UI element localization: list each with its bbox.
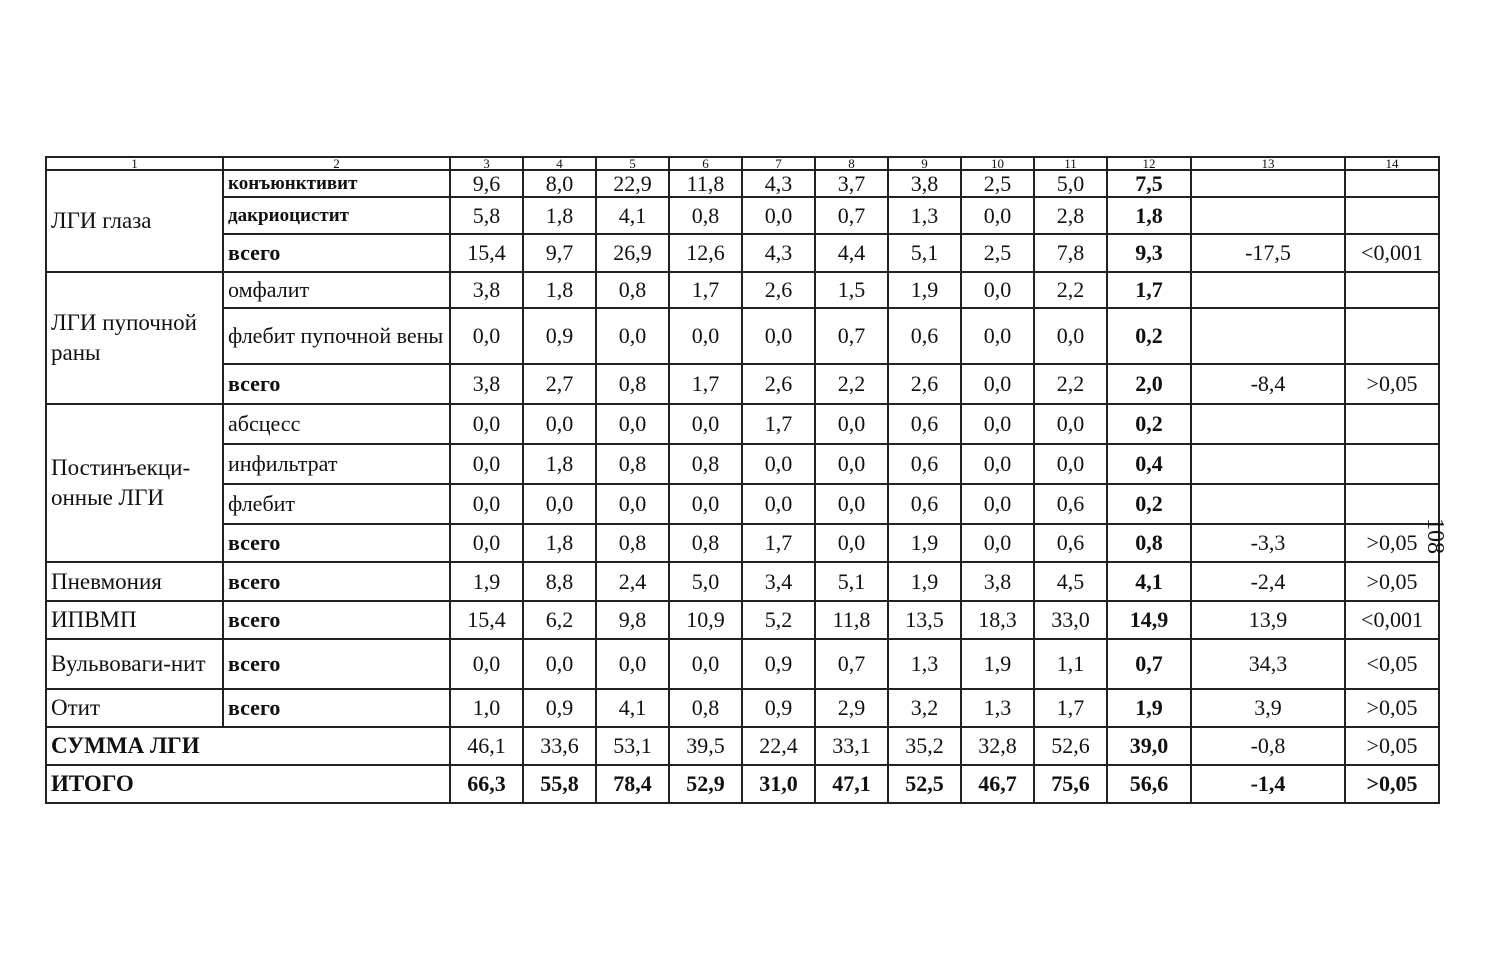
value-cell: 1,9 bbox=[450, 562, 523, 601]
value-cell: 1,3 bbox=[888, 639, 961, 689]
value-cell: 0,0 bbox=[596, 639, 669, 689]
value-cell: 0,8 bbox=[596, 364, 669, 404]
row-label: всего bbox=[223, 601, 450, 639]
value-cell: 0,2 bbox=[1107, 308, 1191, 364]
value-cell: 33,1 bbox=[815, 727, 888, 765]
value-cell: 2,0 bbox=[1107, 364, 1191, 404]
value-cell: 33,0 bbox=[1034, 601, 1107, 639]
value-cell: 0,7 bbox=[815, 308, 888, 364]
col-num: 7 bbox=[742, 157, 815, 170]
value-cell: 0,8 bbox=[1107, 524, 1191, 562]
value-cell: 0,0 bbox=[742, 197, 815, 234]
value-cell: 52,5 bbox=[888, 765, 961, 803]
value-cell: 1,8 bbox=[523, 272, 596, 308]
value-cell: 52,6 bbox=[1034, 727, 1107, 765]
value-cell: 3,8 bbox=[450, 364, 523, 404]
value-cell: 0,8 bbox=[669, 689, 742, 727]
value-cell: 15,4 bbox=[450, 601, 523, 639]
table-row bbox=[46, 364, 1439, 404]
value-cell: 4,3 bbox=[742, 170, 815, 197]
col-num: 11 bbox=[1034, 157, 1107, 170]
value-cell: 0,0 bbox=[450, 404, 523, 444]
value-cell: 0,0 bbox=[669, 308, 742, 364]
value-cell: 0,8 bbox=[669, 197, 742, 234]
value-cell bbox=[1191, 404, 1345, 444]
value-cell: 0,0 bbox=[742, 444, 815, 484]
value-cell: 0,7 bbox=[815, 639, 888, 689]
value-cell: 0,0 bbox=[669, 484, 742, 524]
value-cell: 32,8 bbox=[961, 727, 1034, 765]
value-cell: 0,0 bbox=[1034, 444, 1107, 484]
value-cell: 0,6 bbox=[888, 444, 961, 484]
value-cell: 4,1 bbox=[596, 689, 669, 727]
value-cell: 0,0 bbox=[669, 639, 742, 689]
value-cell: 1,1 bbox=[1034, 639, 1107, 689]
value-cell: -0,8 bbox=[1191, 727, 1345, 765]
value-cell: 9,6 bbox=[450, 170, 523, 197]
value-cell: 1,7 bbox=[742, 524, 815, 562]
value-cell: 53,1 bbox=[596, 727, 669, 765]
value-cell: 0,0 bbox=[450, 639, 523, 689]
value-cell: 26,9 bbox=[596, 234, 669, 272]
value-cell bbox=[1191, 170, 1345, 197]
value-cell: 2,7 bbox=[523, 364, 596, 404]
value-cell bbox=[1191, 444, 1345, 484]
value-cell: 0,7 bbox=[1107, 639, 1191, 689]
value-cell: 11,8 bbox=[815, 601, 888, 639]
value-cell: -1,4 bbox=[1191, 765, 1345, 803]
group-label: ЛГИ глаза bbox=[46, 170, 223, 272]
row-label: инфильтрат bbox=[223, 444, 450, 484]
table-row bbox=[46, 197, 1439, 234]
table-row bbox=[46, 765, 1439, 803]
value-cell: 1,8 bbox=[523, 524, 596, 562]
table-row bbox=[46, 727, 1439, 765]
value-cell: 1,9 bbox=[961, 639, 1034, 689]
value-cell: 39,0 bbox=[1107, 727, 1191, 765]
value-cell: <0,001 bbox=[1345, 601, 1439, 639]
col-num: 4 bbox=[523, 157, 596, 170]
table-row bbox=[46, 524, 1439, 562]
value-cell: 0,9 bbox=[523, 689, 596, 727]
table-row bbox=[46, 170, 1439, 197]
row-label: дакриоцистит bbox=[223, 197, 450, 234]
value-cell: 22,9 bbox=[596, 170, 669, 197]
value-cell: 1,8 bbox=[523, 197, 596, 234]
value-cell: 2,6 bbox=[742, 272, 815, 308]
value-cell: 1,7 bbox=[669, 364, 742, 404]
row-label: всего bbox=[223, 524, 450, 562]
col-num: 2 bbox=[223, 157, 450, 170]
value-cell: 0,0 bbox=[450, 484, 523, 524]
value-cell: 0,0 bbox=[961, 197, 1034, 234]
value-cell: 0,0 bbox=[742, 484, 815, 524]
value-cell: 1,3 bbox=[961, 689, 1034, 727]
value-cell: >0,05 bbox=[1345, 562, 1439, 601]
value-cell: 66,3 bbox=[450, 765, 523, 803]
value-cell bbox=[1345, 272, 1439, 308]
value-cell: 52,9 bbox=[669, 765, 742, 803]
value-cell: 4,3 bbox=[742, 234, 815, 272]
value-cell: 0,0 bbox=[1034, 308, 1107, 364]
value-cell: 18,3 bbox=[961, 601, 1034, 639]
value-cell: 2,2 bbox=[815, 364, 888, 404]
group-label: ИПВМП bbox=[46, 601, 223, 639]
value-cell bbox=[1345, 308, 1439, 364]
value-cell: 2,8 bbox=[1034, 197, 1107, 234]
row-label: абсцесс bbox=[223, 404, 450, 444]
table-row bbox=[46, 639, 1439, 689]
value-cell bbox=[1345, 170, 1439, 197]
value-cell: 1,3 bbox=[888, 197, 961, 234]
table-row bbox=[46, 272, 1439, 308]
value-cell: 34,3 bbox=[1191, 639, 1345, 689]
row-label: флебит пупочной вены bbox=[223, 308, 450, 364]
page-number: 108 bbox=[1422, 518, 1448, 554]
table-row bbox=[46, 444, 1439, 484]
value-cell: 1,7 bbox=[1107, 272, 1191, 308]
value-cell: 35,2 bbox=[888, 727, 961, 765]
value-cell bbox=[1345, 197, 1439, 234]
value-cell: 0,0 bbox=[523, 404, 596, 444]
value-cell: 0,0 bbox=[815, 484, 888, 524]
value-cell: 46,7 bbox=[961, 765, 1034, 803]
value-cell: 0,9 bbox=[742, 689, 815, 727]
value-cell: 3,7 bbox=[815, 170, 888, 197]
value-cell: 3,8 bbox=[888, 170, 961, 197]
value-cell: 0,0 bbox=[961, 308, 1034, 364]
value-cell: 39,5 bbox=[669, 727, 742, 765]
value-cell: 0,0 bbox=[961, 404, 1034, 444]
value-cell: 2,6 bbox=[888, 364, 961, 404]
value-cell: 0,0 bbox=[961, 364, 1034, 404]
value-cell: 2,5 bbox=[961, 234, 1034, 272]
value-cell: 4,4 bbox=[815, 234, 888, 272]
value-cell: 3,8 bbox=[450, 272, 523, 308]
value-cell: 8,8 bbox=[523, 562, 596, 601]
row-label: всего bbox=[223, 689, 450, 727]
row-label: всего bbox=[223, 364, 450, 404]
value-cell: 0,6 bbox=[888, 404, 961, 444]
row-label: всего bbox=[223, 562, 450, 601]
table-row bbox=[46, 308, 1439, 364]
table-row bbox=[46, 562, 1439, 601]
group-label: Постинъекци-онные ЛГИ bbox=[46, 404, 223, 562]
value-cell: 14,9 bbox=[1107, 601, 1191, 639]
col-num: 1 bbox=[46, 157, 223, 170]
value-cell: >0,05 bbox=[1345, 364, 1439, 404]
value-cell: 9,7 bbox=[523, 234, 596, 272]
value-cell: 5,0 bbox=[1034, 170, 1107, 197]
value-cell: 1,9 bbox=[1107, 689, 1191, 727]
value-cell: 1,0 bbox=[450, 689, 523, 727]
value-cell: 0,7 bbox=[815, 197, 888, 234]
value-cell: 33,6 bbox=[523, 727, 596, 765]
value-cell: 2,6 bbox=[742, 364, 815, 404]
value-cell: 0,0 bbox=[961, 272, 1034, 308]
value-cell: <0,05 bbox=[1345, 639, 1439, 689]
value-cell: 5,0 bbox=[669, 562, 742, 601]
col-num: 9 bbox=[888, 157, 961, 170]
value-cell: 9,8 bbox=[596, 601, 669, 639]
row-label: всего bbox=[223, 234, 450, 272]
value-cell: 0,2 bbox=[1107, 484, 1191, 524]
value-cell: 3,9 bbox=[1191, 689, 1345, 727]
value-cell: 0,8 bbox=[596, 272, 669, 308]
value-cell: 1,8 bbox=[1107, 197, 1191, 234]
value-cell: 1,7 bbox=[742, 404, 815, 444]
value-cell: 0,0 bbox=[523, 484, 596, 524]
table-row bbox=[46, 484, 1439, 524]
value-cell: 5,1 bbox=[888, 234, 961, 272]
col-num: 12 bbox=[1107, 157, 1191, 170]
value-cell: -3,3 bbox=[1191, 524, 1345, 562]
value-cell: 7,8 bbox=[1034, 234, 1107, 272]
value-cell: 9,3 bbox=[1107, 234, 1191, 272]
value-cell: 15,4 bbox=[450, 234, 523, 272]
value-cell: >0,05 bbox=[1345, 727, 1439, 765]
value-cell: 47,1 bbox=[815, 765, 888, 803]
data-table bbox=[45, 156, 1440, 804]
table-row bbox=[46, 601, 1439, 639]
value-cell: 3,8 bbox=[961, 562, 1034, 601]
group-label: ЛГИ пупочной раны bbox=[46, 272, 223, 404]
value-cell: 8,0 bbox=[523, 170, 596, 197]
value-cell: 31,0 bbox=[742, 765, 815, 803]
value-cell: 6,2 bbox=[523, 601, 596, 639]
value-cell: 0,0 bbox=[961, 444, 1034, 484]
value-cell: 0,0 bbox=[596, 484, 669, 524]
group-label: Вульвоваги-нит bbox=[46, 639, 223, 689]
value-cell bbox=[1191, 308, 1345, 364]
value-cell: 0,0 bbox=[450, 308, 523, 364]
value-cell: 2,2 bbox=[1034, 272, 1107, 308]
table-row bbox=[46, 689, 1439, 727]
value-cell: 0,0 bbox=[596, 308, 669, 364]
value-cell: 0,6 bbox=[1034, 484, 1107, 524]
value-cell: 0,0 bbox=[961, 524, 1034, 562]
value-cell: -8,4 bbox=[1191, 364, 1345, 404]
value-cell: 78,4 bbox=[596, 765, 669, 803]
value-cell: 2,9 bbox=[815, 689, 888, 727]
value-cell: 75,6 bbox=[1034, 765, 1107, 803]
value-cell: -2,4 bbox=[1191, 562, 1345, 601]
value-cell: 7,5 bbox=[1107, 170, 1191, 197]
value-cell: >0,05 bbox=[1345, 765, 1439, 803]
value-cell: 12,6 bbox=[669, 234, 742, 272]
value-cell: 1,8 bbox=[523, 444, 596, 484]
value-cell: 11,8 bbox=[669, 170, 742, 197]
value-cell bbox=[1345, 404, 1439, 444]
value-cell: 0,0 bbox=[815, 404, 888, 444]
row-label: всего bbox=[223, 639, 450, 689]
value-cell bbox=[1191, 272, 1345, 308]
table-row bbox=[46, 404, 1439, 444]
value-cell: 3,4 bbox=[742, 562, 815, 601]
value-cell: 1,9 bbox=[888, 562, 961, 601]
value-cell: -17,5 bbox=[1191, 234, 1345, 272]
value-cell: 0,8 bbox=[669, 444, 742, 484]
value-cell: 0,0 bbox=[1034, 404, 1107, 444]
value-cell: 4,1 bbox=[1107, 562, 1191, 601]
value-cell: 2,4 bbox=[596, 562, 669, 601]
value-cell bbox=[1191, 197, 1345, 234]
value-cell: 3,2 bbox=[888, 689, 961, 727]
value-cell: 1,7 bbox=[1034, 689, 1107, 727]
value-cell bbox=[1191, 484, 1345, 524]
total-label: СУММА ЛГИ bbox=[46, 727, 450, 765]
value-cell: 0,6 bbox=[888, 308, 961, 364]
total-label: ИТОГО bbox=[46, 765, 450, 803]
value-cell: 2,2 bbox=[1034, 364, 1107, 404]
value-cell: <0,001 bbox=[1345, 234, 1439, 272]
value-cell: 0,0 bbox=[815, 444, 888, 484]
value-cell: 0,0 bbox=[961, 484, 1034, 524]
value-cell: 0,9 bbox=[523, 308, 596, 364]
value-cell: 1,9 bbox=[888, 524, 961, 562]
value-cell: 0,4 bbox=[1107, 444, 1191, 484]
value-cell: 4,1 bbox=[596, 197, 669, 234]
value-cell: 13,5 bbox=[888, 601, 961, 639]
value-cell: 0,0 bbox=[450, 444, 523, 484]
group-label: Пневмония bbox=[46, 562, 223, 601]
row-label: флебит bbox=[223, 484, 450, 524]
value-cell: 0,9 bbox=[742, 639, 815, 689]
value-cell: 0,8 bbox=[596, 524, 669, 562]
col-num: 6 bbox=[669, 157, 742, 170]
col-num: 10 bbox=[961, 157, 1034, 170]
row-label: конъюнктивит bbox=[223, 170, 450, 197]
value-cell: 0,0 bbox=[669, 404, 742, 444]
value-cell: 22,4 bbox=[742, 727, 815, 765]
col-num: 8 bbox=[815, 157, 888, 170]
value-cell: 4,5 bbox=[1034, 562, 1107, 601]
value-cell: 2,5 bbox=[961, 170, 1034, 197]
value-cell: 1,9 bbox=[888, 272, 961, 308]
value-cell: 55,8 bbox=[523, 765, 596, 803]
value-cell: 0,0 bbox=[596, 404, 669, 444]
value-cell: 5,8 bbox=[450, 197, 523, 234]
value-cell: 1,5 bbox=[815, 272, 888, 308]
value-cell: 0,8 bbox=[596, 444, 669, 484]
value-cell: 56,6 bbox=[1107, 765, 1191, 803]
column-number-header bbox=[46, 157, 1439, 170]
value-cell: 0,0 bbox=[523, 639, 596, 689]
value-cell: 1,7 bbox=[669, 272, 742, 308]
value-cell: 0,0 bbox=[450, 524, 523, 562]
value-cell: 5,1 bbox=[815, 562, 888, 601]
value-cell: 0,6 bbox=[888, 484, 961, 524]
value-cell: 5,2 bbox=[742, 601, 815, 639]
value-cell: 13,9 bbox=[1191, 601, 1345, 639]
col-num: 3 bbox=[450, 157, 523, 170]
col-num: 5 bbox=[596, 157, 669, 170]
col-num: 13 bbox=[1191, 157, 1345, 170]
value-cell: 0,0 bbox=[742, 308, 815, 364]
value-cell: 0,2 bbox=[1107, 404, 1191, 444]
row-label: омфалит bbox=[223, 272, 450, 308]
value-cell: >0,05 bbox=[1345, 524, 1439, 562]
value-cell: 0,0 bbox=[815, 524, 888, 562]
value-cell: >0,05 bbox=[1345, 689, 1439, 727]
value-cell: 0,6 bbox=[1034, 524, 1107, 562]
value-cell: 46,1 bbox=[450, 727, 523, 765]
value-cell: 0,8 bbox=[669, 524, 742, 562]
col-num: 14 bbox=[1345, 157, 1439, 170]
value-cell bbox=[1345, 444, 1439, 484]
table-row bbox=[46, 234, 1439, 272]
value-cell: 10,9 bbox=[669, 601, 742, 639]
group-label: Отит bbox=[46, 689, 223, 727]
